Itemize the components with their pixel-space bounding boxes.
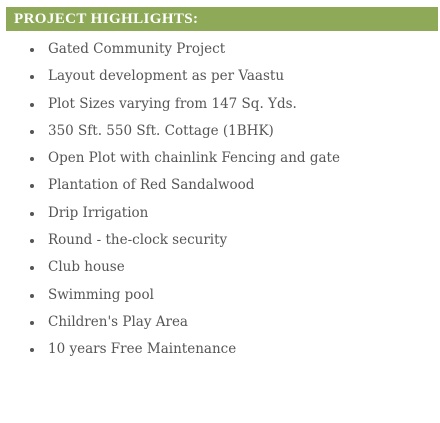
list-item [30, 172, 340, 199]
list-item [30, 282, 340, 309]
list-item [30, 309, 340, 336]
list-item [30, 118, 340, 145]
list-item-text: Layout development as per Vaastu [48, 68, 285, 85]
list-item-text: Open Plot with chainlink Fencing and gate [48, 150, 340, 167]
list-item-text: Club house [48, 259, 125, 276]
list-item [30, 254, 340, 281]
bullet-icon [30, 239, 34, 243]
bullet-icon [30, 48, 34, 52]
bullet-icon [30, 348, 34, 352]
bullet-icon [30, 157, 34, 161]
bullet-icon [30, 266, 34, 270]
bullet-icon [30, 75, 34, 79]
list-item-text: Children's Play Area [48, 313, 188, 330]
list-item-text: Gated Community Project [48, 41, 226, 57]
list-item-text: 10 years Free Maintenance [48, 341, 237, 358]
list-item [30, 200, 340, 227]
list-item [30, 227, 340, 254]
list-item [30, 36, 340, 63]
bullet-icon [30, 212, 34, 216]
list-item-text: Plot Sizes varying from 147 Sq. Yds. [48, 95, 297, 112]
list-item [30, 145, 340, 172]
list-item [30, 63, 340, 90]
bullet-icon [30, 103, 34, 107]
list-item-text: Swimming pool [48, 286, 154, 303]
section-header [6, 7, 438, 31]
bullet-icon [30, 130, 34, 134]
list-item [30, 336, 340, 363]
bullet-icon [30, 294, 34, 298]
highlights-list [30, 36, 340, 364]
list-item-text: Round - the-clock security [48, 232, 228, 249]
bullet-icon [30, 184, 34, 188]
list-item-text: Drip Irrigation [48, 204, 149, 221]
list-item [30, 91, 340, 118]
bullet-icon [30, 321, 34, 325]
list-item-text: Plantation of Red Sandalwood [48, 177, 255, 194]
list-item-text: 350 Sft. 550 Sft. Cottage (1BHK) [48, 122, 274, 139]
section-title: PROJECT HIGHLIGHTS: [14, 10, 199, 27]
